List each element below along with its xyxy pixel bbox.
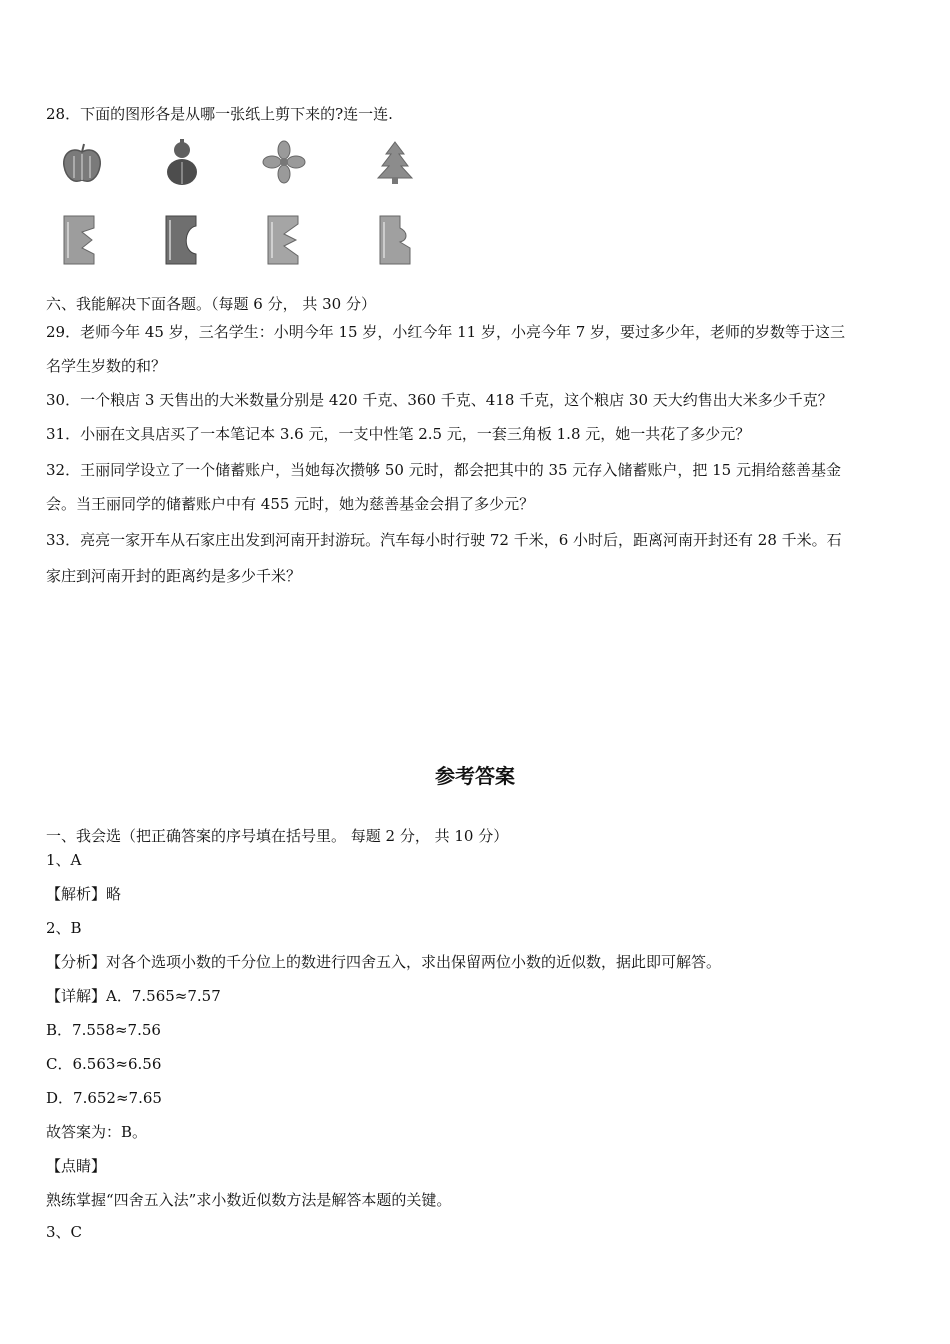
folded-paper-cutout-4-icon <box>378 214 412 266</box>
answer-3: 3、C <box>46 1223 83 1241</box>
tree-shape-icon <box>374 140 416 186</box>
answer-1: 1、A <box>46 851 82 869</box>
folded-paper-cutout-2-icon <box>164 214 198 266</box>
question-29-line-2: 名学生岁数的和？ <box>46 357 167 375</box>
question-32-line-1: 32．王丽同学设立了一个储蓄账户，当她每次攒够 50 元时，都会把其中的 35 元存入储蓄账户，把 15 元捐给慈善基金 <box>46 461 841 479</box>
answer-2-option-b: B．7.558≈7.56 <box>46 1021 161 1039</box>
question-33-line-2: 家庄到河南开封的距离约是多少千米？ <box>46 567 302 585</box>
folded-paper-cutout-3-icon <box>266 214 300 266</box>
answer-2-option-c: C．6.563≈6.56 <box>46 1055 162 1073</box>
answer-2-analysis: 【分析】对各个选项小数的千分位上的数进行四舍五入，求出保留两位小数的近似数，据此即可解答。 <box>46 953 722 971</box>
answer-1-analysis: 【解析】略 <box>46 885 122 903</box>
question-33-line-1: 33．亮亮一家开车从石家庄出发到河南开封游玩。汽车每小时行驶 72 千米，6 小时后，距离河南开封还有 28 千米。石 <box>46 531 842 549</box>
question-31: 31．小丽在文具店买了一本笔记本 3.6 元，一支中性笔 2.5 元，一套三角板 1.8 元，她一共花了多少元？ <box>46 425 751 443</box>
flower-shape-icon <box>262 140 306 184</box>
answer-2-tip: 熟练掌握“四舍五入法”求小数近似数方法是解答本题的关键。 <box>46 1191 452 1209</box>
section-6-heading: 六、我能解决下面各题。（每题 6 分， 共 30 分） <box>46 295 376 313</box>
answer-section-1-heading: 一、我会选（把正确答案的序号填在括号里。 每题 2 分， 共 10 分） <box>46 827 509 845</box>
answer-2-tip-label: 【点睛】 <box>46 1157 107 1175</box>
question-29-line-1: 29．老师今年 45 岁，三名学生：小明今年 15 岁，小红今年 11 岁，小亮今年 7 岁，要过多少年，老师的岁数等于这三 <box>46 323 846 341</box>
folded-paper-cutout-1-icon <box>62 214 96 266</box>
answer-2-option-d: D．7.652≈7.65 <box>46 1089 162 1107</box>
answer-key-title: 参考答案 <box>435 764 515 788</box>
answer-2-detail: 【详解】A．7.565≈7.57 <box>46 987 221 1005</box>
question-28: 28．下面的图形各是从哪一张纸上剪下来的?连一连. <box>46 105 393 123</box>
answer-2: 2、B <box>46 919 82 937</box>
question-32-line-2: 会。当王丽同学的储蓄账户中有 455 元时，她为慈善基金会捐了多少元？ <box>46 495 535 513</box>
question-30: 30．一个粮店 3 天售出的大米数量分别是 420 千克、360 千克、418 千克，这个粮店 30 天大约售出大米多少千克？ <box>46 391 833 409</box>
apple-shape-icon <box>58 140 106 188</box>
gourd-shape-icon <box>160 138 204 188</box>
answer-2-conclusion: 故答案为：B。 <box>46 1123 148 1141</box>
